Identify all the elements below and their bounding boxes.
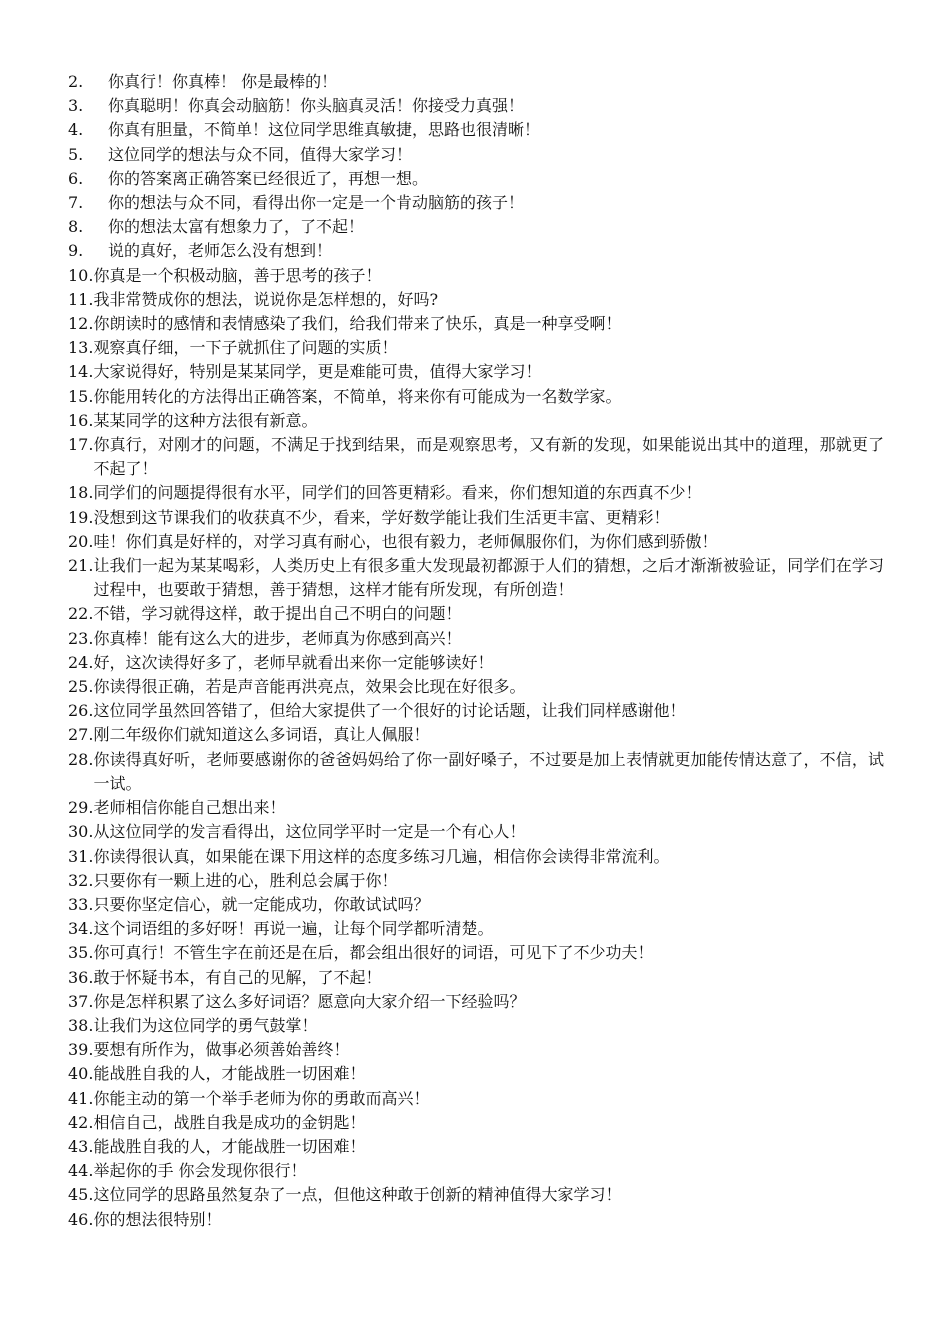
item-text: 从这位同学的发言看得出，这位同学平时一定是一个有心人！: [93, 822, 526, 842]
item-text: 观察真仔细，一下子就抓住了问题的实质！: [93, 338, 398, 358]
list-item: [68, 288, 884, 312]
item-number: 8.: [68, 217, 84, 237]
list-item: [68, 675, 884, 699]
item-text: 让我们一起为某某喝彩，人类历史上有很多重大发现最初都源于人们的猜想，之后才渐渐被验证，同学们在学习过程中，也要敢于猜想，善于猜想，这样才能有所发现，有所创造！: [93, 556, 884, 600]
list-item: [68, 239, 884, 263]
list-item: [68, 385, 884, 409]
item-number: 35.: [68, 943, 94, 963]
list-item: [68, 409, 884, 433]
item-number: 42.: [68, 1112, 94, 1132]
list-item: [68, 433, 884, 481]
item-number: 16.: [68, 410, 94, 430]
item-number: 36.: [68, 967, 94, 987]
item-text: 我非常赞成你的想法，说说你是怎样想的，好吗?: [93, 289, 439, 309]
item-text: 相信自己，战胜自我是成功的金钥匙！: [93, 1112, 366, 1132]
item-text: 你真聪明！你真会动脑筋！你头脑真灵活！你接受力真强！: [108, 96, 525, 116]
item-text: 大家说得好，特别是某某同学，更是难能可贵，值得大家学习！: [93, 362, 542, 382]
item-number: 19.: [68, 507, 94, 527]
item-text: 你的想法太富有想象力了，了不起！: [108, 217, 365, 237]
item-text: 你真行！你真棒！ 你是最棒的！: [108, 72, 338, 91]
item-number: 10.: [68, 265, 94, 285]
list-item: [68, 336, 884, 360]
item-number: 38.: [68, 1015, 94, 1035]
item-text: 要想有所作为，做事必须善始善终！: [93, 1040, 350, 1060]
item-text: 说的真好，老师怎么没有想到！: [108, 241, 333, 261]
item-text: 你可真行！不管生字在前还是在后，都会组出很好的词语，可见下了不少功夫！: [93, 943, 654, 963]
item-number: 31.: [68, 846, 94, 866]
item-number: 13.: [68, 338, 94, 358]
list-item: [68, 481, 884, 505]
item-text: 你读得很认真，如果能在课下用这样的态度多练习几遍，相信你会读得非常流利。: [93, 846, 670, 866]
list-item: [68, 167, 884, 191]
item-number: 33.: [68, 894, 94, 914]
item-text: 这个词语组的多好呀！再说一遍，让每个同学都听清楚。: [93, 919, 494, 939]
list-item: [68, 651, 884, 675]
item-text: 你读得真好听，老师要感谢你的爸爸妈妈给了你一副好嗓子，不过要是加上表情就更加能传情达意了，不信，试一试。: [93, 749, 884, 793]
item-number: 17.: [68, 435, 94, 455]
item-number: 45.: [68, 1185, 94, 1205]
list-item: [68, 1183, 884, 1207]
item-number: 40.: [68, 1064, 94, 1084]
list-item: [68, 966, 884, 990]
item-text: 你能用转化的方法得出正确答案，不简单，将来你有可能成为一名数学家。: [93, 386, 622, 406]
list-item: [68, 191, 884, 215]
list-item: [68, 1111, 884, 1135]
item-text: 你的想法很特别！: [93, 1209, 222, 1229]
item-text: 你的答案离正确答案已经很近了，再想一想。: [108, 168, 429, 188]
item-text: 你真棒！能有这么大的进步，老师真为你感到高兴！: [93, 628, 462, 648]
item-number: 28.: [68, 749, 94, 769]
item-number: 12.: [68, 314, 94, 334]
item-text: 老师相信你能自己想出来！: [93, 798, 286, 818]
item-text: 这位同学的想法与众不同，值得大家学习！: [108, 144, 413, 164]
item-number: 30.: [68, 822, 94, 842]
item-text: 这位同学的思路虽然复杂了一点，但他这种敢于创新的精神值得大家学习！: [93, 1185, 622, 1205]
list-item: [68, 627, 884, 651]
list-item: [68, 1038, 884, 1062]
item-number: 15.: [68, 386, 94, 406]
list-item: [68, 941, 884, 965]
list-item: [68, 893, 884, 917]
item-text: 只要你坚定信心，就一定能成功，你敢试试吗？: [93, 894, 430, 914]
item-text: 让我们为这位同学的勇气鼓掌！: [93, 1015, 318, 1035]
item-number: 37.: [68, 991, 94, 1011]
list-item: [68, 869, 884, 893]
list-item: [68, 312, 884, 336]
item-number: 26.: [68, 701, 94, 721]
item-number: 3.: [68, 96, 84, 116]
list-item: [68, 723, 884, 747]
item-number: 20.: [68, 531, 94, 551]
list-item: [68, 699, 884, 723]
item-text: 你读得很正确，若是声音能再洪亮点，效果会比现在好很多。: [93, 677, 526, 697]
list-item: [68, 118, 884, 142]
item-text: 你真是一个积极动脑，善于思考的孩子！: [93, 265, 382, 285]
item-text: 这位同学虽然回答错了，但给大家提供了一个很好的讨论话题，让我们同样感谢他！: [93, 701, 686, 721]
item-text: 你真行，对刚才的问题，不满足于找到结果，而是观察思考，又有新的发现，如果能说出其中的道理，那就更了不起了！: [93, 435, 884, 479]
item-number: 4.: [68, 120, 84, 140]
list-item: [68, 917, 884, 941]
item-text: 你的想法与众不同，看得出你一定是一个肯动脑筋的孩子！: [108, 193, 525, 213]
item-number: 9.: [68, 241, 84, 261]
item-number: 24.: [68, 652, 94, 672]
item-number: 22.: [68, 604, 94, 624]
item-text: 能战胜自我的人，才能战胜一切困难！: [93, 1136, 366, 1156]
item-text: 同学们的问题提得很有水平，同学们的回答更精彩。看来，你们想知道的东西真不少！: [93, 483, 702, 503]
list-item: [68, 845, 884, 869]
item-text: 你是怎样积累了这么多好词语？愿意向大家介绍一下经验吗？: [93, 991, 526, 1011]
item-number: 11.: [68, 289, 94, 309]
list-item: [68, 796, 884, 820]
list-item: [68, 530, 884, 554]
item-text: 你真有胆量，不简单！这位同学思维真敏捷，思路也很清晰！: [108, 120, 541, 140]
item-number: 14.: [68, 362, 94, 382]
item-number: 34.: [68, 919, 94, 939]
list-item: [68, 506, 884, 530]
item-text: 某某同学的这种方法很有新意。: [93, 410, 318, 430]
list-item: [68, 215, 884, 239]
list-item: [68, 360, 884, 384]
list-item: [68, 1014, 884, 1038]
item-text: 敢于怀疑书本，有自己的见解，了不起！: [93, 967, 382, 987]
list-item: [68, 70, 884, 94]
item-text: 你能主动的第一个举手老师为你的勇敢而高兴！: [93, 1088, 430, 1108]
list-item: [68, 94, 884, 118]
document-page: [68, 70, 884, 1232]
item-text: 刚二年级你们就知道这么多词语，真让人佩服！: [93, 725, 430, 745]
item-number: 27.: [68, 725, 94, 745]
item-text: 没想到这节课我们的收获真不少，看来，学好数学能让我们生活更丰富、更精彩！: [93, 507, 670, 527]
list-item: [68, 1062, 884, 1086]
item-number: 23.: [68, 628, 94, 648]
item-number: 32.: [68, 870, 94, 890]
item-number: 41.: [68, 1088, 94, 1108]
list-item: [68, 554, 884, 602]
item-number: 18.: [68, 483, 94, 503]
item-text: 你朗读时的感情和表情感染了我们，给我们带来了快乐，真是一种享受啊！: [93, 314, 622, 334]
item-text: 哇！你们真是好样的，对学习真有耐心，也很有毅力，老师佩服你们，为你们感到骄傲！: [93, 531, 718, 551]
item-text: 能战胜自我的人，才能战胜一切困难！: [93, 1064, 366, 1084]
list-item: [68, 990, 884, 1014]
item-number: 46.: [68, 1209, 94, 1229]
list-item: [68, 748, 884, 796]
item-number: 7.: [68, 193, 84, 213]
item-text: 不错，学习就得这样，敢于提出自己不明白的问题！: [93, 604, 462, 624]
list-item: [68, 1087, 884, 1111]
list-item: [68, 1159, 884, 1183]
list-item: [68, 820, 884, 844]
list-item: [68, 1135, 884, 1159]
item-text: 好，这次读得好多了，老师早就看出来你一定能够读好！: [93, 652, 494, 672]
item-text: 只要你有一颗上进的心，胜利总会属于你！: [93, 870, 398, 890]
item-number: 39.: [68, 1040, 94, 1060]
item-number: 6.: [68, 168, 84, 188]
item-number: 2.: [68, 72, 84, 91]
list-item: [68, 143, 884, 167]
list-item: [68, 264, 884, 288]
list-item: [68, 1208, 884, 1232]
item-number: 21.: [68, 556, 94, 576]
item-number: 43.: [68, 1136, 94, 1156]
item-text: 举起你的手 你会发现你很行！: [93, 1161, 307, 1181]
item-number: 5.: [68, 144, 84, 164]
list-item: [68, 602, 884, 626]
item-number: 44.: [68, 1161, 94, 1181]
item-number: 25.: [68, 677, 94, 697]
item-number: 29.: [68, 798, 94, 818]
